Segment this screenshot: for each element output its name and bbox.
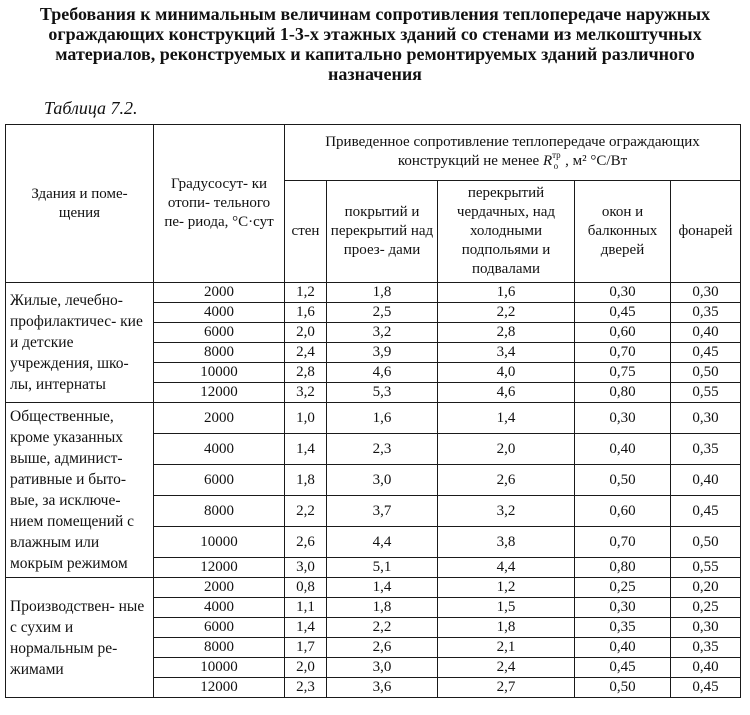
cell-walls: 2,3 <box>285 678 327 698</box>
cell-lanterns: 0,35 <box>671 303 741 323</box>
cell-lanterns: 0,45 <box>671 496 741 527</box>
header-r-superscript: тр <box>552 150 561 160</box>
cell-lanterns: 0,35 <box>671 434 741 465</box>
header-r-symbol: R <box>542 153 553 169</box>
cell-degree-days: 8000 <box>154 638 285 658</box>
header-covers: покрытий и перекрытий над проез- дами <box>327 181 438 283</box>
cell-covers: 3,0 <box>327 658 438 678</box>
cell-lanterns: 0,45 <box>671 343 741 363</box>
cell-covers: 2,2 <box>327 618 438 638</box>
cell-attic-floors: 1,8 <box>438 618 575 638</box>
cell-walls: 2,6 <box>285 527 327 558</box>
cell-covers: 2,5 <box>327 303 438 323</box>
cell-lanterns: 0,50 <box>671 527 741 558</box>
cell-attic-floors: 2,1 <box>438 638 575 658</box>
table-caption: Таблица 7.2. <box>44 98 138 118</box>
cell-walls: 0,8 <box>285 578 327 598</box>
cell-covers: 3,2 <box>327 323 438 343</box>
cell-windows: 0,40 <box>575 434 671 465</box>
cell-covers: 2,6 <box>327 638 438 658</box>
cell-covers: 1,8 <box>327 598 438 618</box>
cell-walls: 2,2 <box>285 496 327 527</box>
cell-walls: 2,0 <box>285 323 327 343</box>
cell-windows: 0,80 <box>575 383 671 403</box>
cell-lanterns: 0,30 <box>671 283 741 303</box>
cell-windows: 0,40 <box>575 638 671 658</box>
cell-covers: 5,3 <box>327 383 438 403</box>
cell-attic-floors: 2,2 <box>438 303 575 323</box>
building-group-name: Жилые, лечебно- профилактичес- кие и детские учреждения, шко- лы, интернаты <box>6 283 154 403</box>
cell-attic-floors: 3,8 <box>438 527 575 558</box>
cell-walls: 1,6 <box>285 303 327 323</box>
header-windows: окон и балконных дверей <box>575 181 671 283</box>
cell-windows: 0,30 <box>575 598 671 618</box>
cell-lanterns: 0,25 <box>671 598 741 618</box>
cell-attic-floors: 4,6 <box>438 383 575 403</box>
cell-covers: 1,8 <box>327 283 438 303</box>
cell-walls: 2,4 <box>285 343 327 363</box>
cell-windows: 0,25 <box>575 578 671 598</box>
cell-walls: 1,1 <box>285 598 327 618</box>
cell-lanterns: 0,35 <box>671 638 741 658</box>
cell-attic-floors: 2,4 <box>438 658 575 678</box>
cell-covers: 2,3 <box>327 434 438 465</box>
cell-degree-days: 8000 <box>154 343 285 363</box>
cell-lanterns: 0,30 <box>671 618 741 638</box>
header-r-subscript: о <box>553 161 559 171</box>
heading-line-4: назначения <box>328 64 422 84</box>
cell-covers: 3,6 <box>327 678 438 698</box>
cell-degree-days: 6000 <box>154 618 285 638</box>
cell-windows: 0,70 <box>575 343 671 363</box>
cell-attic-floors: 2,0 <box>438 434 575 465</box>
cell-walls: 1,2 <box>285 283 327 303</box>
cell-attic-floors: 4,0 <box>438 363 575 383</box>
cell-covers: 3,0 <box>327 465 438 496</box>
cell-attic-floors: 1,4 <box>438 403 575 434</box>
cell-windows: 0,60 <box>575 323 671 343</box>
header-units: , м² °С/Вт <box>565 153 628 169</box>
cell-covers: 4,6 <box>327 363 438 383</box>
cell-attic-floors: 2,7 <box>438 678 575 698</box>
cell-walls: 2,8 <box>285 363 327 383</box>
cell-degree-days: 10000 <box>154 658 285 678</box>
cell-lanterns: 0,45 <box>671 678 741 698</box>
cell-covers: 3,7 <box>327 496 438 527</box>
cell-covers: 1,4 <box>327 578 438 598</box>
cell-degree-days: 6000 <box>154 465 285 496</box>
document-heading <box>8 4 742 84</box>
cell-windows: 0,45 <box>575 658 671 678</box>
cell-attic-floors: 3,4 <box>438 343 575 363</box>
cell-walls: 1,0 <box>285 403 327 434</box>
header-attic-floors: перекрытий чердачных, над холодными подпольями и подвалами <box>438 181 575 283</box>
table-row <box>6 403 741 434</box>
cell-windows: 0,30 <box>575 403 671 434</box>
table-row <box>6 578 741 598</box>
cell-lanterns: 0,55 <box>671 383 741 403</box>
cell-degree-days: 12000 <box>154 383 285 403</box>
cell-windows: 0,35 <box>575 618 671 638</box>
cell-attic-floors: 2,6 <box>438 465 575 496</box>
cell-degree-days: 12000 <box>154 678 285 698</box>
cell-attic-floors: 1,6 <box>438 283 575 303</box>
header-resistance <box>285 125 741 181</box>
heading-line-3: материалов, реконструемых и капитально ремонтируемых зданий различного <box>55 44 695 64</box>
cell-walls: 1,7 <box>285 638 327 658</box>
cell-degree-days: 10000 <box>154 527 285 558</box>
building-group-name: Производствен- ные с сухим и нормальным ре- жимами <box>6 578 154 698</box>
table-row <box>6 283 741 303</box>
cell-lanterns: 0,20 <box>671 578 741 598</box>
cell-attic-floors: 3,2 <box>438 496 575 527</box>
cell-windows: 0,80 <box>575 558 671 578</box>
cell-attic-floors: 4,4 <box>438 558 575 578</box>
header-walls: стен <box>285 181 327 283</box>
cell-covers: 3,9 <box>327 343 438 363</box>
cell-windows: 0,75 <box>575 363 671 383</box>
cell-windows: 0,50 <box>575 678 671 698</box>
cell-degree-days: 4000 <box>154 303 285 323</box>
cell-windows: 0,45 <box>575 303 671 323</box>
cell-lanterns: 0,40 <box>671 465 741 496</box>
cell-attic-floors: 2,8 <box>438 323 575 343</box>
cell-degree-days: 2000 <box>154 403 285 434</box>
header-resistance-text: конструкций не менее <box>397 153 540 169</box>
cell-degree-days: 8000 <box>154 496 285 527</box>
cell-windows: 0,50 <box>575 465 671 496</box>
cell-covers: 1,6 <box>327 403 438 434</box>
header-resistance-line-1: Приведенное сопротивление теплопередаче ограждающих <box>325 134 700 150</box>
cell-degree-days: 10000 <box>154 363 285 383</box>
heading-line-1: Требования к минимальным величинам сопротивления теплопередаче наружных <box>39 4 711 24</box>
header-degree-days: Градусосут- ки отопи- тельного пе- риода, °С·сут <box>154 125 285 283</box>
heading-line-2: ограждающих конструкций 1-3-х этажных зданий со стенами из мелкоштучных <box>48 24 702 44</box>
cell-lanterns: 0,50 <box>671 363 741 383</box>
cell-attic-floors: 1,2 <box>438 578 575 598</box>
cell-lanterns: 0,30 <box>671 403 741 434</box>
header-buildings: Здания и поме- щения <box>6 125 154 283</box>
cell-lanterns: 0,40 <box>671 323 741 343</box>
header-lanterns: фонарей <box>671 181 741 283</box>
cell-windows: 0,70 <box>575 527 671 558</box>
cell-walls: 1,4 <box>285 434 327 465</box>
cell-covers: 5,1 <box>327 558 438 578</box>
cell-degree-days: 4000 <box>154 434 285 465</box>
cell-lanterns: 0,40 <box>671 658 741 678</box>
cell-degree-days: 2000 <box>154 578 285 598</box>
cell-lanterns: 0,55 <box>671 558 741 578</box>
cell-walls: 3,0 <box>285 558 327 578</box>
table-body <box>6 283 741 698</box>
cell-walls: 3,2 <box>285 383 327 403</box>
cell-degree-days: 4000 <box>154 598 285 618</box>
cell-covers: 4,4 <box>327 527 438 558</box>
cell-degree-days: 6000 <box>154 323 285 343</box>
cell-walls: 1,4 <box>285 618 327 638</box>
header-resistance-line-2 <box>288 152 737 172</box>
cell-walls: 1,8 <box>285 465 327 496</box>
cell-walls: 2,0 <box>285 658 327 678</box>
cell-windows: 0,30 <box>575 283 671 303</box>
resistance-table <box>5 124 741 698</box>
building-group-name: Общественные, кроме указанных выше, админист- ративные и быто- вые, за исключе- нием помещений с влажным или мокрым режимом <box>6 403 154 578</box>
cell-attic-floors: 1,5 <box>438 598 575 618</box>
cell-degree-days: 12000 <box>154 558 285 578</box>
cell-windows: 0,60 <box>575 496 671 527</box>
cell-degree-days: 2000 <box>154 283 285 303</box>
